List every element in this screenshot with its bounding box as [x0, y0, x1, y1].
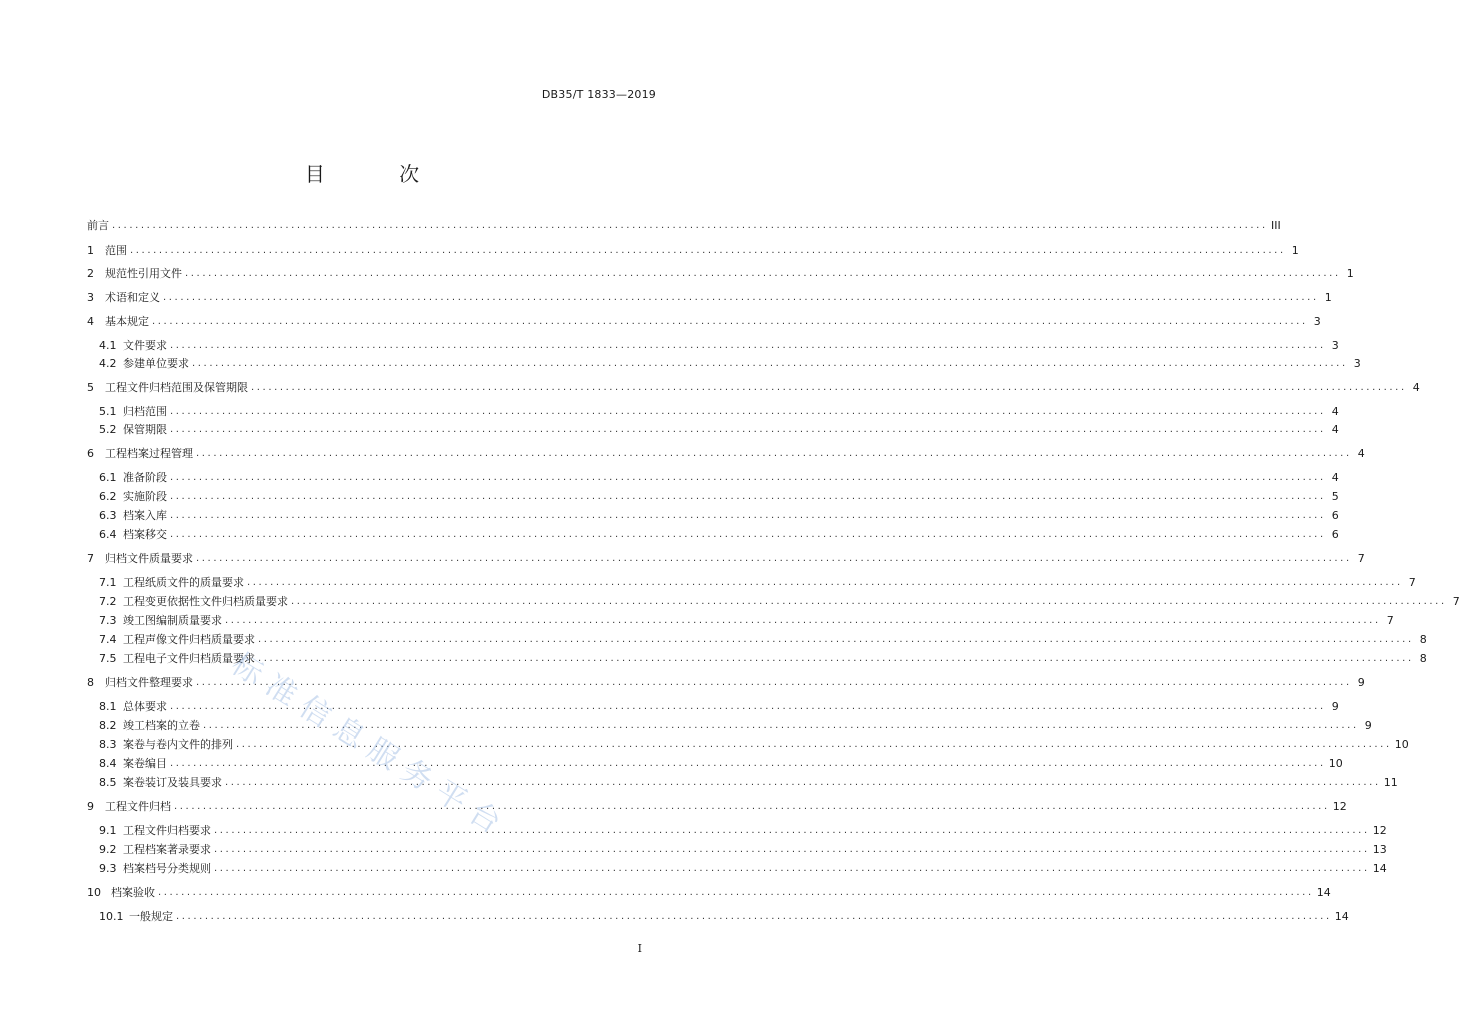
toc-entry[interactable] [99, 821, 1387, 839]
toc-leader-dots: ........................................................................................................................................................................................................ [112, 219, 1268, 231]
toc-leader-dots: ........................................................................................................................................................................................................ [196, 676, 1352, 688]
toc-entry-title: 工程变更依据性文件归档质量要求 [123, 595, 288, 608]
toc-entry-number: 7.2 [99, 594, 117, 608]
toc-entry-page: 3 [1331, 338, 1339, 352]
toc-leader-dots: ........................................................................................................................................................................................................ [174, 800, 1330, 812]
toc-entry-page: 4 [1412, 380, 1420, 394]
toc-entry-number: 8.4 [99, 756, 117, 770]
toc-entry[interactable] [87, 673, 1365, 691]
toc-entry-number: 8.2 [99, 718, 117, 732]
toc-entry-title: 归档文件质量要求 [105, 552, 193, 565]
toc-entry-number: 10.1 [99, 909, 124, 923]
toc-entry-page: 11 [1383, 775, 1398, 789]
toc-entry-page: 9 [1331, 699, 1339, 713]
toc-leader-dots: ........................................................................................................................................................................................................ [196, 552, 1352, 564]
toc-entry-number: 6.3 [99, 508, 117, 522]
toc-entry-number: 8 [87, 675, 94, 689]
toc-leader-dots: ........................................................................................................................................................................................................ [170, 405, 1326, 417]
toc-entry-title: 工程档案著录要求 [123, 843, 211, 856]
toc-entry-page: 5 [1331, 489, 1339, 503]
toc-leader-dots: ........................................................................................................................................................................................................ [251, 381, 1407, 393]
toc-leader-dots: ........................................................................................................................................................................................................ [185, 267, 1341, 279]
toc-entry-page: 14 [1334, 909, 1349, 923]
toc-entry-title: 准备阶段 [123, 471, 167, 484]
toc-entry-page: 9 [1364, 718, 1372, 732]
toc-leader-dots: ........................................................................................................................................................................................................ [258, 633, 1414, 645]
toc-entry[interactable] [99, 573, 1416, 591]
toc-entry[interactable] [99, 592, 1460, 610]
toc-leader-dots: ........................................................................................................................................................................................................ [170, 700, 1326, 712]
toc-entry-title: 术语和定义 [105, 291, 160, 304]
toc-entry-page: 7 [1452, 594, 1460, 608]
toc-leader-dots: ........................................................................................................................................................................................................ [214, 862, 1370, 874]
toc-entry-title: 实施阶段 [123, 490, 167, 503]
toc-entry-number: 8.5 [99, 775, 117, 789]
toc-entry-page: 6 [1331, 527, 1339, 541]
toc-entry[interactable] [99, 420, 1339, 438]
toc-entry-title: 工程文件归档要求 [123, 824, 211, 837]
toc-leader-dots: ........................................................................................................................................................................................................ [236, 738, 1392, 750]
toc-entry-page: 13 [1372, 842, 1387, 856]
toc-entry[interactable] [99, 735, 1409, 753]
toc-leader-dots: ........................................................................................................................................................................................................ [170, 757, 1326, 769]
toc-leader-dots: ........................................................................................................................................................................................................ [192, 357, 1348, 369]
toc-entry-title: 档案入库 [123, 509, 167, 522]
toc-entry-page: 3 [1353, 356, 1361, 370]
toc-entry[interactable] [99, 336, 1339, 354]
toc-entry[interactable] [99, 506, 1339, 524]
toc-entry-number: 9.1 [99, 823, 117, 837]
toc-entry-title: 档案移交 [123, 528, 167, 541]
toc-entry-title: 一般规定 [129, 910, 173, 923]
toc-leader-dots: ........................................................................................................................................................................................................ [170, 509, 1326, 521]
toc-leader-dots: ........................................................................................................................................................................................................ [214, 824, 1370, 836]
toc-entry-number: 4.2 [99, 356, 117, 370]
toc-entry-number: 7.5 [99, 651, 117, 665]
toc-entry[interactable] [99, 611, 1394, 629]
toc-entry[interactable] [99, 468, 1339, 486]
toc-entry-page: 1 [1346, 266, 1354, 280]
toc-entry[interactable] [87, 797, 1347, 815]
toc-entry-page: III [1271, 218, 1281, 232]
page-number: I [637, 942, 642, 955]
toc-entry[interactable] [99, 649, 1427, 667]
toc-entry-title: 竣工图编制质量要求 [123, 614, 222, 627]
toc-entry-page: 12 [1372, 823, 1387, 837]
toc-entry-title: 基本规定 [105, 315, 149, 328]
toc-entry[interactable] [87, 378, 1420, 396]
toc-entry-number: 7.1 [99, 575, 117, 589]
toc-entry-title: 竣工档案的立卷 [123, 719, 200, 732]
toc-entry-title: 案卷与卷内文件的排列 [123, 738, 233, 751]
toc-entry[interactable] [87, 312, 1321, 330]
toc-leader-dots: ........................................................................................................................................................................................................ [225, 614, 1381, 626]
toc-entry-title: 范围 [105, 244, 127, 257]
toc-entry-number: 4.1 [99, 338, 117, 352]
toc-entry[interactable] [99, 859, 1387, 877]
toc-entry[interactable] [99, 840, 1387, 858]
toc-entry-title: 档案档号分类规则 [123, 862, 211, 875]
toc-entry-title: 案卷编目 [123, 757, 167, 770]
toc-leader-dots: ........................................................................................................................................................................................................ [247, 576, 1403, 588]
toc-entry-page: 7 [1386, 613, 1394, 627]
toc-entry-title: 保管期限 [123, 423, 167, 436]
toc-entry-title: 参建单位要求 [123, 357, 189, 370]
toc-entry[interactable] [87, 264, 1354, 282]
toc-entry[interactable] [99, 630, 1427, 648]
toc-entry-number: 4 [87, 314, 94, 328]
toc-entry-number: 9 [87, 799, 94, 813]
toc-entry-page: 7 [1357, 551, 1365, 565]
toc-entry[interactable] [87, 216, 1281, 234]
toc-entry-number: 8.3 [99, 737, 117, 751]
toc-entry-title: 前言 [87, 219, 109, 232]
toc-entry-page: 9 [1357, 675, 1365, 689]
toc-entry[interactable] [87, 444, 1365, 462]
toc-leader-dots: ........................................................................................................................................................................................................ [203, 719, 1359, 731]
toc-entry-number: 3 [87, 290, 94, 304]
toc-leader-dots: ........................................................................................................................................................................................................ [170, 471, 1326, 483]
toc-entry-page: 8 [1419, 651, 1427, 665]
toc-entry-number: 5.1 [99, 404, 117, 418]
toc-entry-page: 4 [1331, 470, 1339, 484]
toc-entry-page: 12 [1332, 799, 1347, 813]
toc-entry[interactable] [99, 402, 1339, 420]
toc-entry[interactable] [99, 354, 1361, 372]
toc-entry-page: 10 [1394, 737, 1409, 751]
toc-entry-number: 6.2 [99, 489, 117, 503]
page-title: 目 次 [304, 162, 454, 186]
toc-entry[interactable] [99, 907, 1349, 925]
toc-entry-title: 工程声像文件归档质量要求 [123, 633, 255, 646]
toc-entry-page: 8 [1419, 632, 1427, 646]
toc-entry-title: 工程文件归档范围及保管期限 [105, 381, 248, 394]
toc-entry-title: 工程档案过程管理 [105, 447, 193, 460]
toc-leader-dots: ........................................................................................................................................................................................................ [225, 776, 1381, 788]
toc-leader-dots: ........................................................................................................................................................................................................ [258, 652, 1414, 664]
toc-entry-title: 规范性引用文件 [105, 267, 182, 280]
toc-entry-title: 工程文件归档 [105, 800, 171, 813]
toc-entry[interactable] [99, 716, 1372, 734]
toc-entry-title: 档案验收 [111, 886, 155, 899]
toc-entry[interactable] [99, 697, 1339, 715]
toc-entry-number: 8.1 [99, 699, 117, 713]
toc-entry-number: 6.1 [99, 470, 117, 484]
toc-entry-page: 4 [1357, 446, 1365, 460]
toc-entry-number: 9.2 [99, 842, 117, 856]
toc-leader-dots: ........................................................................................................................................................................................................ [170, 490, 1326, 502]
toc-entry[interactable] [99, 773, 1398, 791]
toc-entry-page: 6 [1331, 508, 1339, 522]
toc-entry[interactable] [87, 241, 1299, 259]
toc-entry-number: 5.2 [99, 422, 117, 436]
toc-entry-number: 5 [87, 380, 94, 394]
toc-leader-dots: ........................................................................................................................................................................................................ [163, 291, 1319, 303]
toc-entry-page: 1 [1291, 243, 1299, 257]
toc-entry-page: 4 [1331, 404, 1339, 418]
standard-code: DB35/T 1833—2019 [541, 88, 656, 101]
toc-entry-page: 14 [1316, 885, 1331, 899]
toc-leader-dots: ........................................................................................................................................................................................................ [176, 910, 1332, 922]
toc-leader-dots: ........................................................................................................................................................................................................ [291, 595, 1447, 607]
toc-entry-number: 6 [87, 446, 94, 460]
toc-entry-page: 1 [1324, 290, 1332, 304]
toc-entry-page: 14 [1372, 861, 1387, 875]
toc-entry-page: 4 [1331, 422, 1339, 436]
toc-entry[interactable] [99, 487, 1339, 505]
toc-leader-dots: ........................................................................................................................................................................................................ [170, 528, 1326, 540]
toc-entry[interactable] [87, 549, 1365, 567]
toc-leader-dots: ........................................................................................................................................................................................................ [130, 244, 1286, 256]
watermark: 标准信息服务平台 [225, 646, 516, 847]
toc-entry-number: 7.4 [99, 632, 117, 646]
toc-leader-dots: ........................................................................................................................................................................................................ [196, 447, 1352, 459]
toc-entry[interactable] [99, 754, 1343, 772]
toc-entry-number: 9.3 [99, 861, 117, 875]
toc-entry[interactable] [99, 525, 1339, 543]
toc-leader-dots: ........................................................................................................................................................................................................ [152, 315, 1308, 327]
toc-entry-title: 工程电子文件归档质量要求 [123, 652, 255, 665]
toc-leader-dots: ........................................................................................................................................................................................................ [158, 886, 1314, 898]
toc-entry-title: 归档范围 [123, 405, 167, 418]
toc-leader-dots: ........................................................................................................................................................................................................ [214, 843, 1370, 855]
toc-entry-number: 7 [87, 551, 94, 565]
toc-entry-page: 10 [1328, 756, 1343, 770]
toc-entry-title: 案卷装订及装具要求 [123, 776, 222, 789]
toc-entry-title: 文件要求 [123, 339, 167, 352]
toc-entry-number: 2 [87, 266, 94, 280]
toc-entry-title: 归档文件整理要求 [105, 676, 193, 689]
toc-entry-number: 1 [87, 243, 94, 257]
toc-entry-title: 工程纸质文件的质量要求 [123, 576, 244, 589]
toc-entry-number: 10 [87, 885, 101, 899]
toc-entry[interactable] [87, 883, 1331, 901]
toc-entry-page: 7 [1408, 575, 1416, 589]
toc-entry-page: 3 [1313, 314, 1321, 328]
toc-entry-number: 7.3 [99, 613, 117, 627]
toc-entry[interactable] [87, 288, 1332, 306]
toc-entry-number: 6.4 [99, 527, 117, 541]
toc-leader-dots: ........................................................................................................................................................................................................ [170, 423, 1326, 435]
toc-leader-dots: ........................................................................................................................................................................................................ [170, 339, 1326, 351]
toc-entry-title: 总体要求 [123, 700, 167, 713]
